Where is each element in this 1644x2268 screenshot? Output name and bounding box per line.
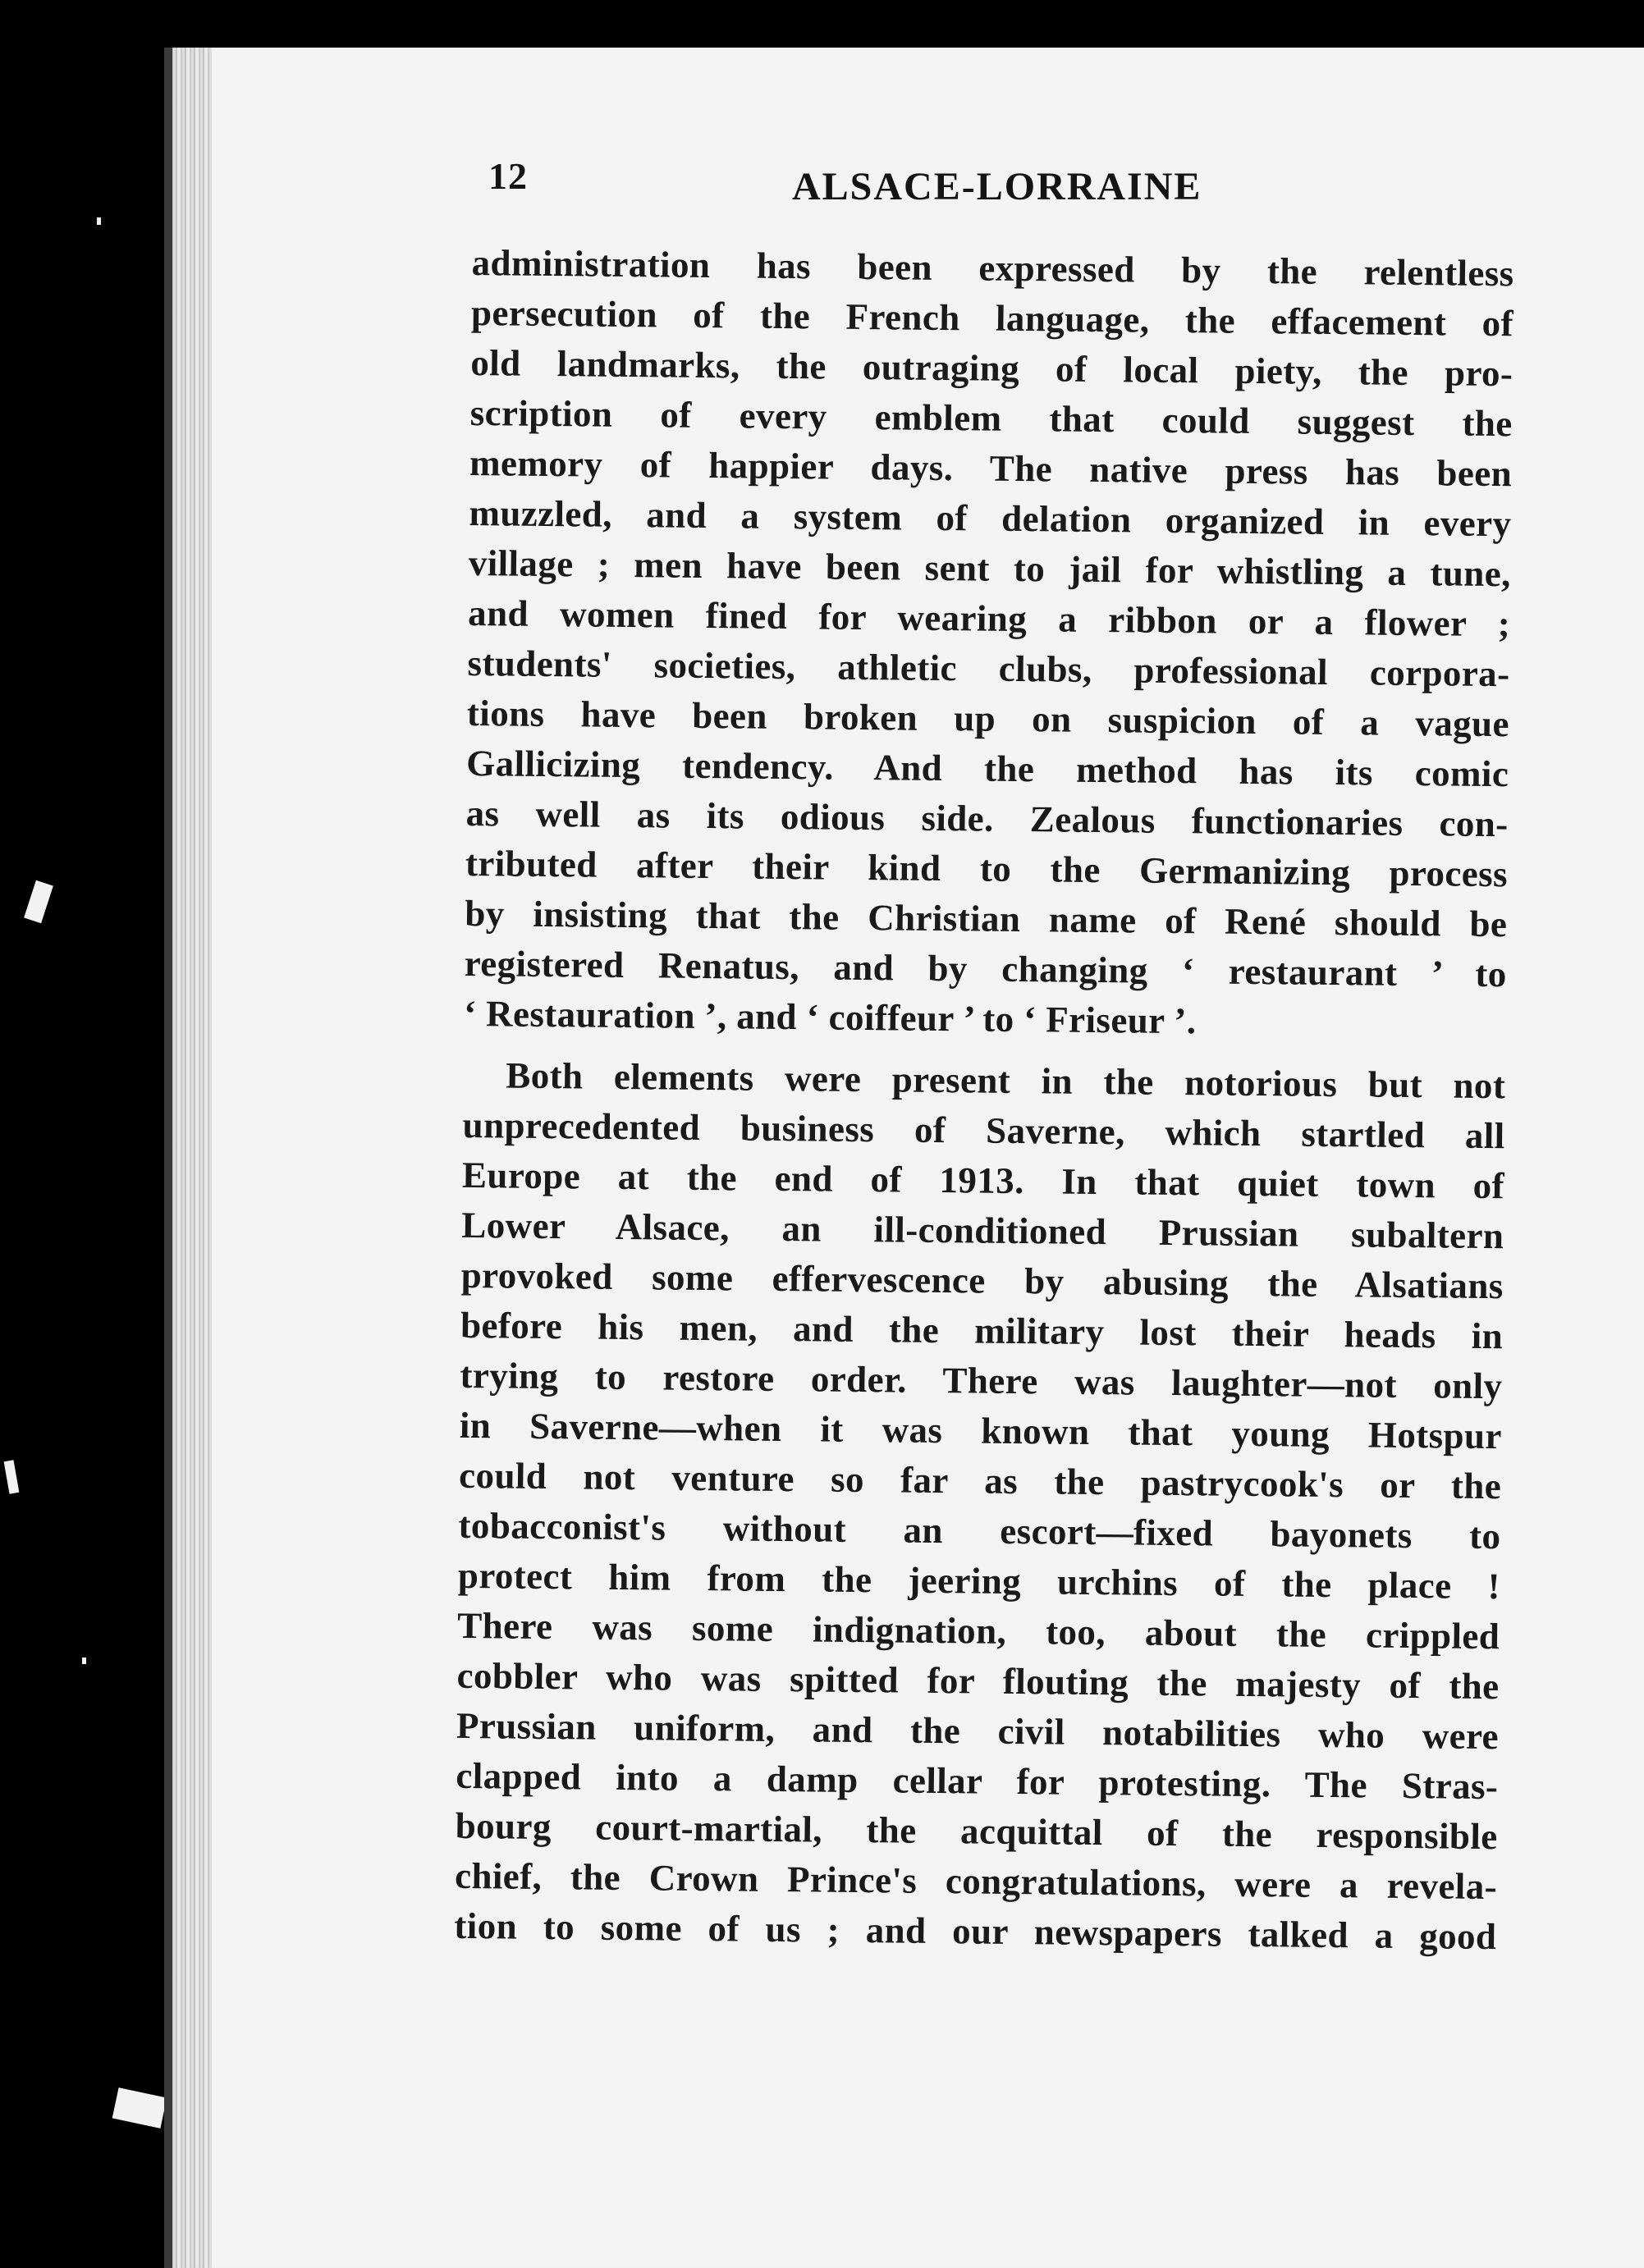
scan-artifact: [24, 880, 53, 923]
text-line: old landmarks, the outraging of local piety, the pro-: [470, 341, 1513, 395]
text-line: and women fined for wearing a ribbon or a flower ;: [467, 592, 1511, 645]
text-line: tion to some of us ; and our newspapers talked a good: [454, 1904, 1497, 1958]
text-line: cobbler who was spitted for flouting the majesty of the: [456, 1654, 1500, 1708]
text-line: registered Renatus, and by changing ‘ restaurant ’ to: [464, 942, 1507, 995]
text-line: in Saverne—when it was known that young Hotspur: [459, 1404, 1503, 1457]
page-number: 12: [488, 155, 528, 197]
text-line: muzzled, and a system of delation organized in every: [469, 492, 1512, 545]
text-line: could not venture so far as the pastrycook's or the: [458, 1454, 1502, 1507]
page-header: [324, 115, 1496, 208]
text-line: village ; men have been sent to jail for whistling a tune,: [468, 542, 1512, 595]
paragraph: [454, 1050, 1505, 1962]
text-line: trying to restore order. There was laughter—not only: [460, 1354, 1503, 1407]
text-line: tributed after their kind to the Germanizing process: [465, 842, 1509, 895]
text-line: tions have been broken up on suspicion of a vague: [466, 692, 1510, 745]
text-line: Both elements were present in the notorious but not: [506, 1054, 1506, 1107]
text-line: Prussian uniform, and the civil notabilities who were: [456, 1704, 1500, 1758]
text-line: ‘ Restauration ’, and ‘ coiffeur ’ to ‘ Friseur ’.: [463, 992, 1197, 1042]
page-binding-edge: [164, 48, 172, 2268]
text-line: protect him from the jeering urchins of the place !: [457, 1554, 1501, 1607]
text-line: provoked some effervescence by abusing the Alsatians: [460, 1254, 1504, 1307]
scan-margin: [0, 0, 176, 2268]
text-line: persecution of the French language, the effacement of: [470, 291, 1514, 345]
text-line: before his men, and the military lost their heads in: [460, 1304, 1504, 1357]
paragraph: [464, 238, 1514, 1049]
scan-artifact: [97, 217, 101, 225]
scan-artifact: [82, 1658, 86, 1664]
body-text: [454, 238, 1514, 1962]
text-line: by insisting that the Christian name of René should be: [465, 892, 1508, 945]
scan-artifact: [4, 1460, 20, 1493]
running-head: ALSACE-LORRAINE: [792, 165, 1202, 208]
text-line: administration has been expressed by the relentless: [471, 241, 1514, 295]
text-line: students' societies, athletic clubs, professional corpora-: [467, 642, 1510, 695]
text-line: Gallicizing tendency. And the method has its comic: [466, 742, 1509, 795]
text-line: clapped into a damp cellar for protesting. The Stras-: [456, 1754, 1499, 1808]
text-line: bourg court-martial, the acquittal of the responsible: [455, 1804, 1498, 1858]
text-line: tobacconist's without an escort—fixed bayonets to: [458, 1504, 1501, 1557]
scan-artifact: [112, 2087, 167, 2129]
text-line: as well as its odious side. Zealous functionaries con-: [465, 792, 1509, 845]
text-line: unprecedented business of Saverne, which startled all: [462, 1104, 1505, 1157]
text-line: There was some indignation, too, about the crippled: [457, 1604, 1500, 1658]
text-line: chief, the Crown Prince's congratulations, were a revela-: [454, 1854, 1498, 1908]
text-line: Europe at the end of 1913. In that quiet town of: [461, 1154, 1505, 1207]
text-line: memory of happier days. The native press has been: [469, 441, 1513, 495]
text-line: scription of every emblem that could suggest the: [469, 391, 1513, 445]
text-line: Lower Alsace, an ill-conditioned Prussian subaltern: [461, 1204, 1504, 1257]
